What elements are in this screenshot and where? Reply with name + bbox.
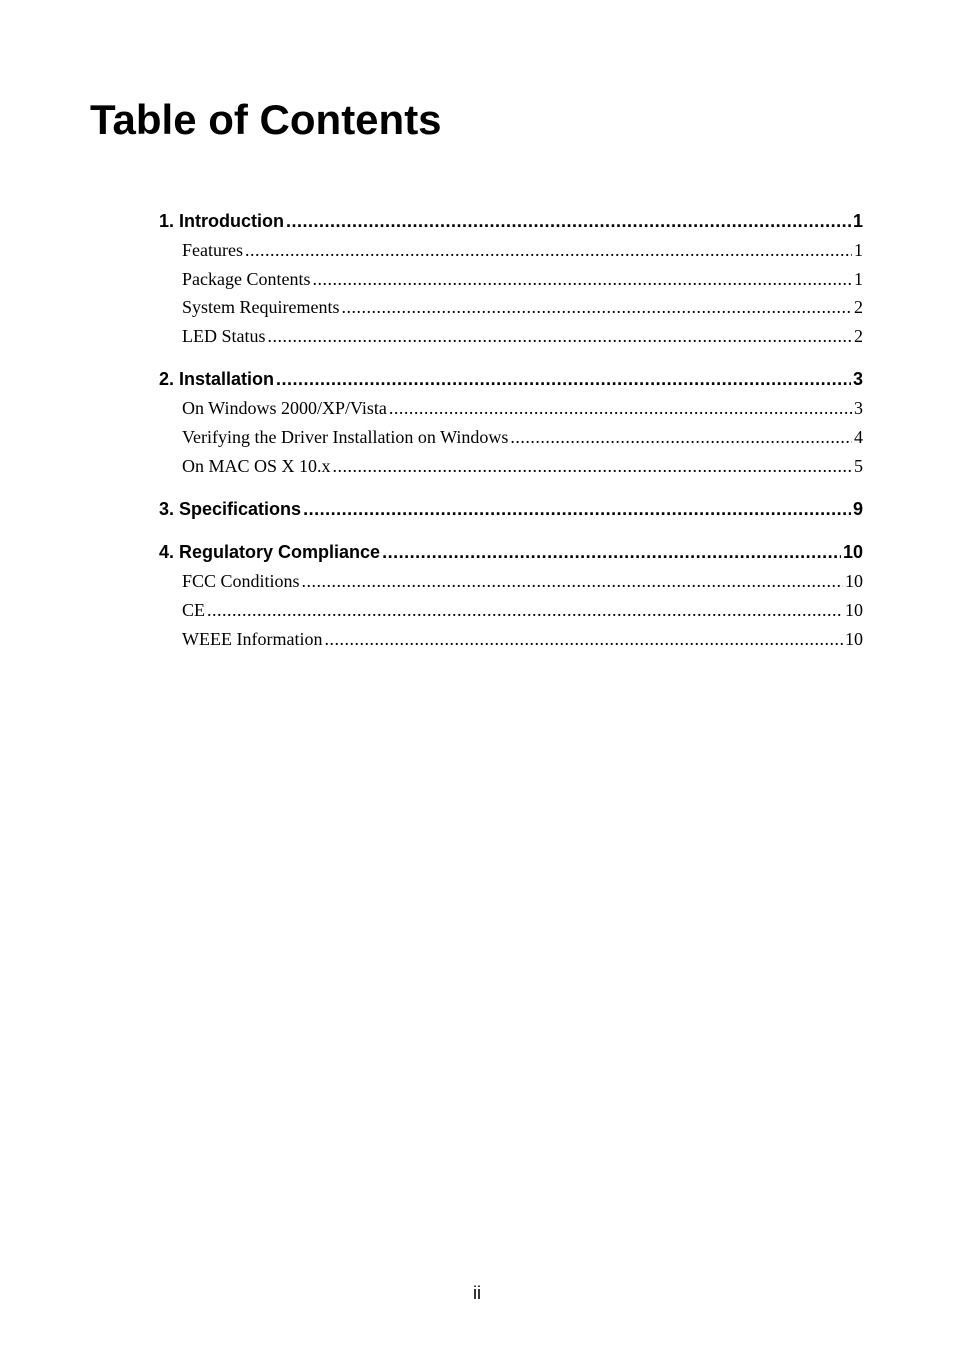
toc-subentry-title: Package Contents <box>182 268 311 289</box>
dot-leader <box>312 265 852 294</box>
table-of-contents <box>159 207 863 653</box>
toc-subentry-title: CE <box>182 600 206 620</box>
dot-leader <box>324 625 843 654</box>
toc-page-number: 10 <box>845 628 863 649</box>
toc-page-number: 1 <box>852 211 863 231</box>
toc-subentry-title: LED Status <box>182 326 266 347</box>
toc-entry-specifications[interactable] <box>159 495 863 524</box>
toc-entry-title: 3. Specifications <box>159 498 302 519</box>
toc-page-number: 10 <box>845 571 863 592</box>
toc-page-number: 2 <box>854 326 863 347</box>
toc-section-regulatory-compliance <box>159 538 863 653</box>
page-title: Table of Contents <box>90 96 442 143</box>
dot-leader <box>303 495 851 524</box>
toc-page-number: 5 <box>854 455 863 476</box>
toc-subentry-ce[interactable] <box>182 596 863 625</box>
toc-page-number: 10 <box>845 600 863 620</box>
dot-leader <box>389 394 852 423</box>
toc-entry-title: 2. Installation <box>159 369 275 390</box>
toc-section-installation <box>159 365 863 480</box>
toc-subentry-title: Verifying the Driver Installation on Windows <box>182 426 509 447</box>
toc-subentry-title: WEEE Information <box>182 628 323 649</box>
toc-entry-introduction[interactable] <box>159 207 863 236</box>
dot-leader <box>276 365 851 394</box>
toc-page-number: 4 <box>854 426 863 447</box>
toc-subentry-title: System Requirements <box>182 297 340 318</box>
toc-subentry-title: On MAC OS X 10.x <box>182 455 331 476</box>
toc-section-specifications <box>159 495 863 524</box>
toc-subentry-system-requirements[interactable] <box>182 293 863 322</box>
toc-subentry-title: FCC Conditions <box>182 571 300 592</box>
page-number: ii <box>473 1283 481 1303</box>
toc-entry-title: 4. Regulatory Compliance <box>159 542 381 563</box>
dot-leader <box>286 207 851 236</box>
dot-leader <box>341 293 852 322</box>
dot-leader <box>268 322 853 351</box>
toc-subentry-title: Features <box>182 240 243 260</box>
dot-leader <box>245 236 852 265</box>
toc-subentry-fcc-conditions[interactable] <box>182 567 863 596</box>
toc-subentry-led-status[interactable] <box>182 322 863 351</box>
toc-subentry-features[interactable] <box>182 236 863 265</box>
toc-page-number: 1 <box>854 268 863 289</box>
toc-subentry-package-contents[interactable] <box>182 265 863 294</box>
dot-leader <box>207 596 843 625</box>
dot-leader <box>302 567 843 596</box>
toc-entry-regulatory-compliance[interactable] <box>159 538 863 567</box>
toc-page-number: 9 <box>852 498 863 519</box>
toc-subentry-on-windows[interactable] <box>182 394 863 423</box>
toc-page-number: 2 <box>854 297 863 318</box>
toc-subentry-verifying-driver[interactable] <box>182 423 863 452</box>
toc-entry-installation[interactable] <box>159 365 863 394</box>
toc-subentry-weee-information[interactable] <box>182 625 863 654</box>
toc-page-number: 3 <box>852 369 863 390</box>
toc-subentry-title: On Windows 2000/XP/Vista <box>182 398 387 419</box>
toc-entry-title: 1. Introduction <box>159 211 284 231</box>
dot-leader <box>382 538 841 567</box>
dot-leader <box>333 452 852 481</box>
toc-page-number: 3 <box>854 398 863 419</box>
toc-subentry-on-mac-os[interactable] <box>182 452 863 481</box>
toc-page-number: 1 <box>854 240 863 260</box>
dot-leader <box>510 423 852 452</box>
toc-section-introduction <box>159 207 863 351</box>
toc-page-number: 10 <box>842 542 863 563</box>
